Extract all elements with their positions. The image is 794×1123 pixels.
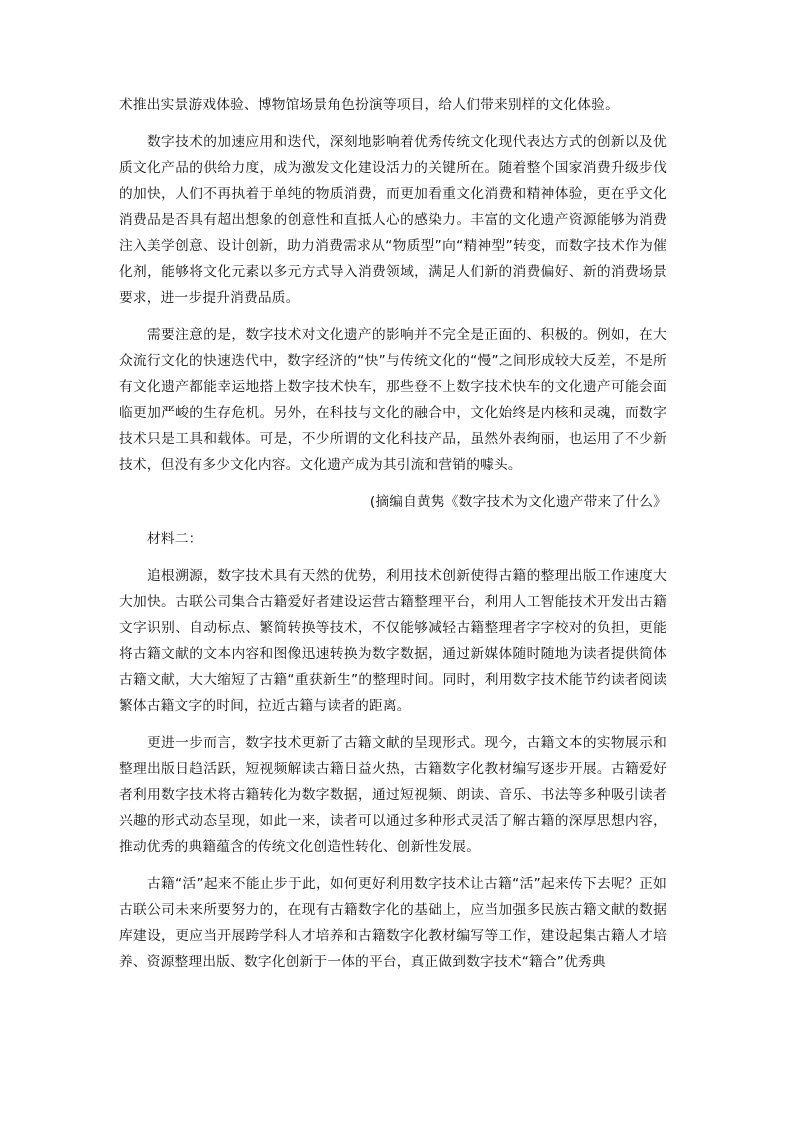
document-body [119, 92, 667, 975]
section-heading-material-two: 材料二： [147, 531, 203, 547]
source-citation: (摘编自黄隽《数字技术为文化遗产带来了什么》 [369, 494, 667, 510]
paragraph-ancient-books-advantage: 追根溯源，数字技术具有天然的优势，利用技术创新使得古籍的整理出版工作速度大大加快。古联公司集合古籍爱好者建设运营古籍整理平台，利用人工智能技术开发出古籍文字识别、自动标点、繁简转换等技术，不仅能够减轻古籍整理者字字校对的负担，更能将古籍文献的文本内容和图像迅速转换为数字数据，通过新媒体随时随地为读者提供简体古籍文献，大大缩短了古籍“重获新生”的整理时间。同时，利用数字技术能节约读者阅读繁体古籍文字的时间，拉近古籍与读者的距离。 [119, 568, 667, 714]
paragraph-ancient-books-future: 古籍“活”起来不能止步于此，如何更好利用数字技术让古籍“活”起来传下去呢？正如古联公司未来所要努力的，在现有古籍数字化的基础上，应当加强多民族古籍文献的数据库建设，更应当开展跨学科人才培养和古籍数字化教材编写等工作，建设起集古籍人才培养、资源整理出版、数字化创新于一体的平台，真正做到数字技术“籍合”优秀典 [119, 876, 667, 970]
paragraph-continuation: 术推出实景游戏体验、博物馆场景角色扮演等项目，给人们带来别样的文化体验。 [119, 97, 619, 113]
paragraph-ancient-books-presentation: 更进一步而言，数字技术更新了古籍文献的呈现形式。现今，古籍文本的实物展示和整理出版日趋活跃，短视频解读古籍日益火热，古籍数字化教材编写逐步开展。古籍爱好者利用数字技术将古籍转化为数字数据，通过短视频、朗读、音乐、书法等多种吸引读者兴趣的形式动态呈现，如此一来，读者可以通过多种形式灵活了解古籍的深厚思想内容，推动优秀的典籍蕴含的传统文化创造性转化、创新性发展。 [119, 735, 667, 855]
paragraph-digital-tech-caveat: 需要注意的是，数字技术对文化遗产的影响并不完全是正面的、积极的。例如，在大众流行文化的快速迭代中，数字经济的“快”与传统文化的“慢”之间形成较大反差，不是所有文化遗产都能幸运地搭上数字技术快车，那些登不上数字技术快车的文化遗产可能会面临更加严峻的生存危机。另外，在科技与文化的融合中，文化始终是内核和灵魂，而数字技术只是工具和载体。可是，不少所谓的文化科技产品，虽然外表绚丽，也运用了不少新技术，但没有多少文化内容。文化遗产成为其引流和营销的噱头。 [119, 327, 667, 473]
paragraph-digital-tech-consumption: 数字技术的加速应用和迭代，深刻地影响着优秀传统文化现代表达方式的创新以及优质文化产品的供给力度，成为激发文化建设活力的关键所在。随着整个国家消费升级步伐的加快，人们不再执着于单纯的物质消费，而更加看重文化消费和精神体验，更在乎文化消费品是否具有超出想象的创意性和直抵人心的感染力。丰富的文化遗产资源能够为消费注入美学创意、设计创新，助力消费需求从“物质型”向“精神型”转变，而数字技术作为催化剂，能够将文化元素以多元方式导入消费领域，满足人们新的消费偏好、新的消费场景要求，进一步提升消费品质。 [119, 134, 667, 306]
